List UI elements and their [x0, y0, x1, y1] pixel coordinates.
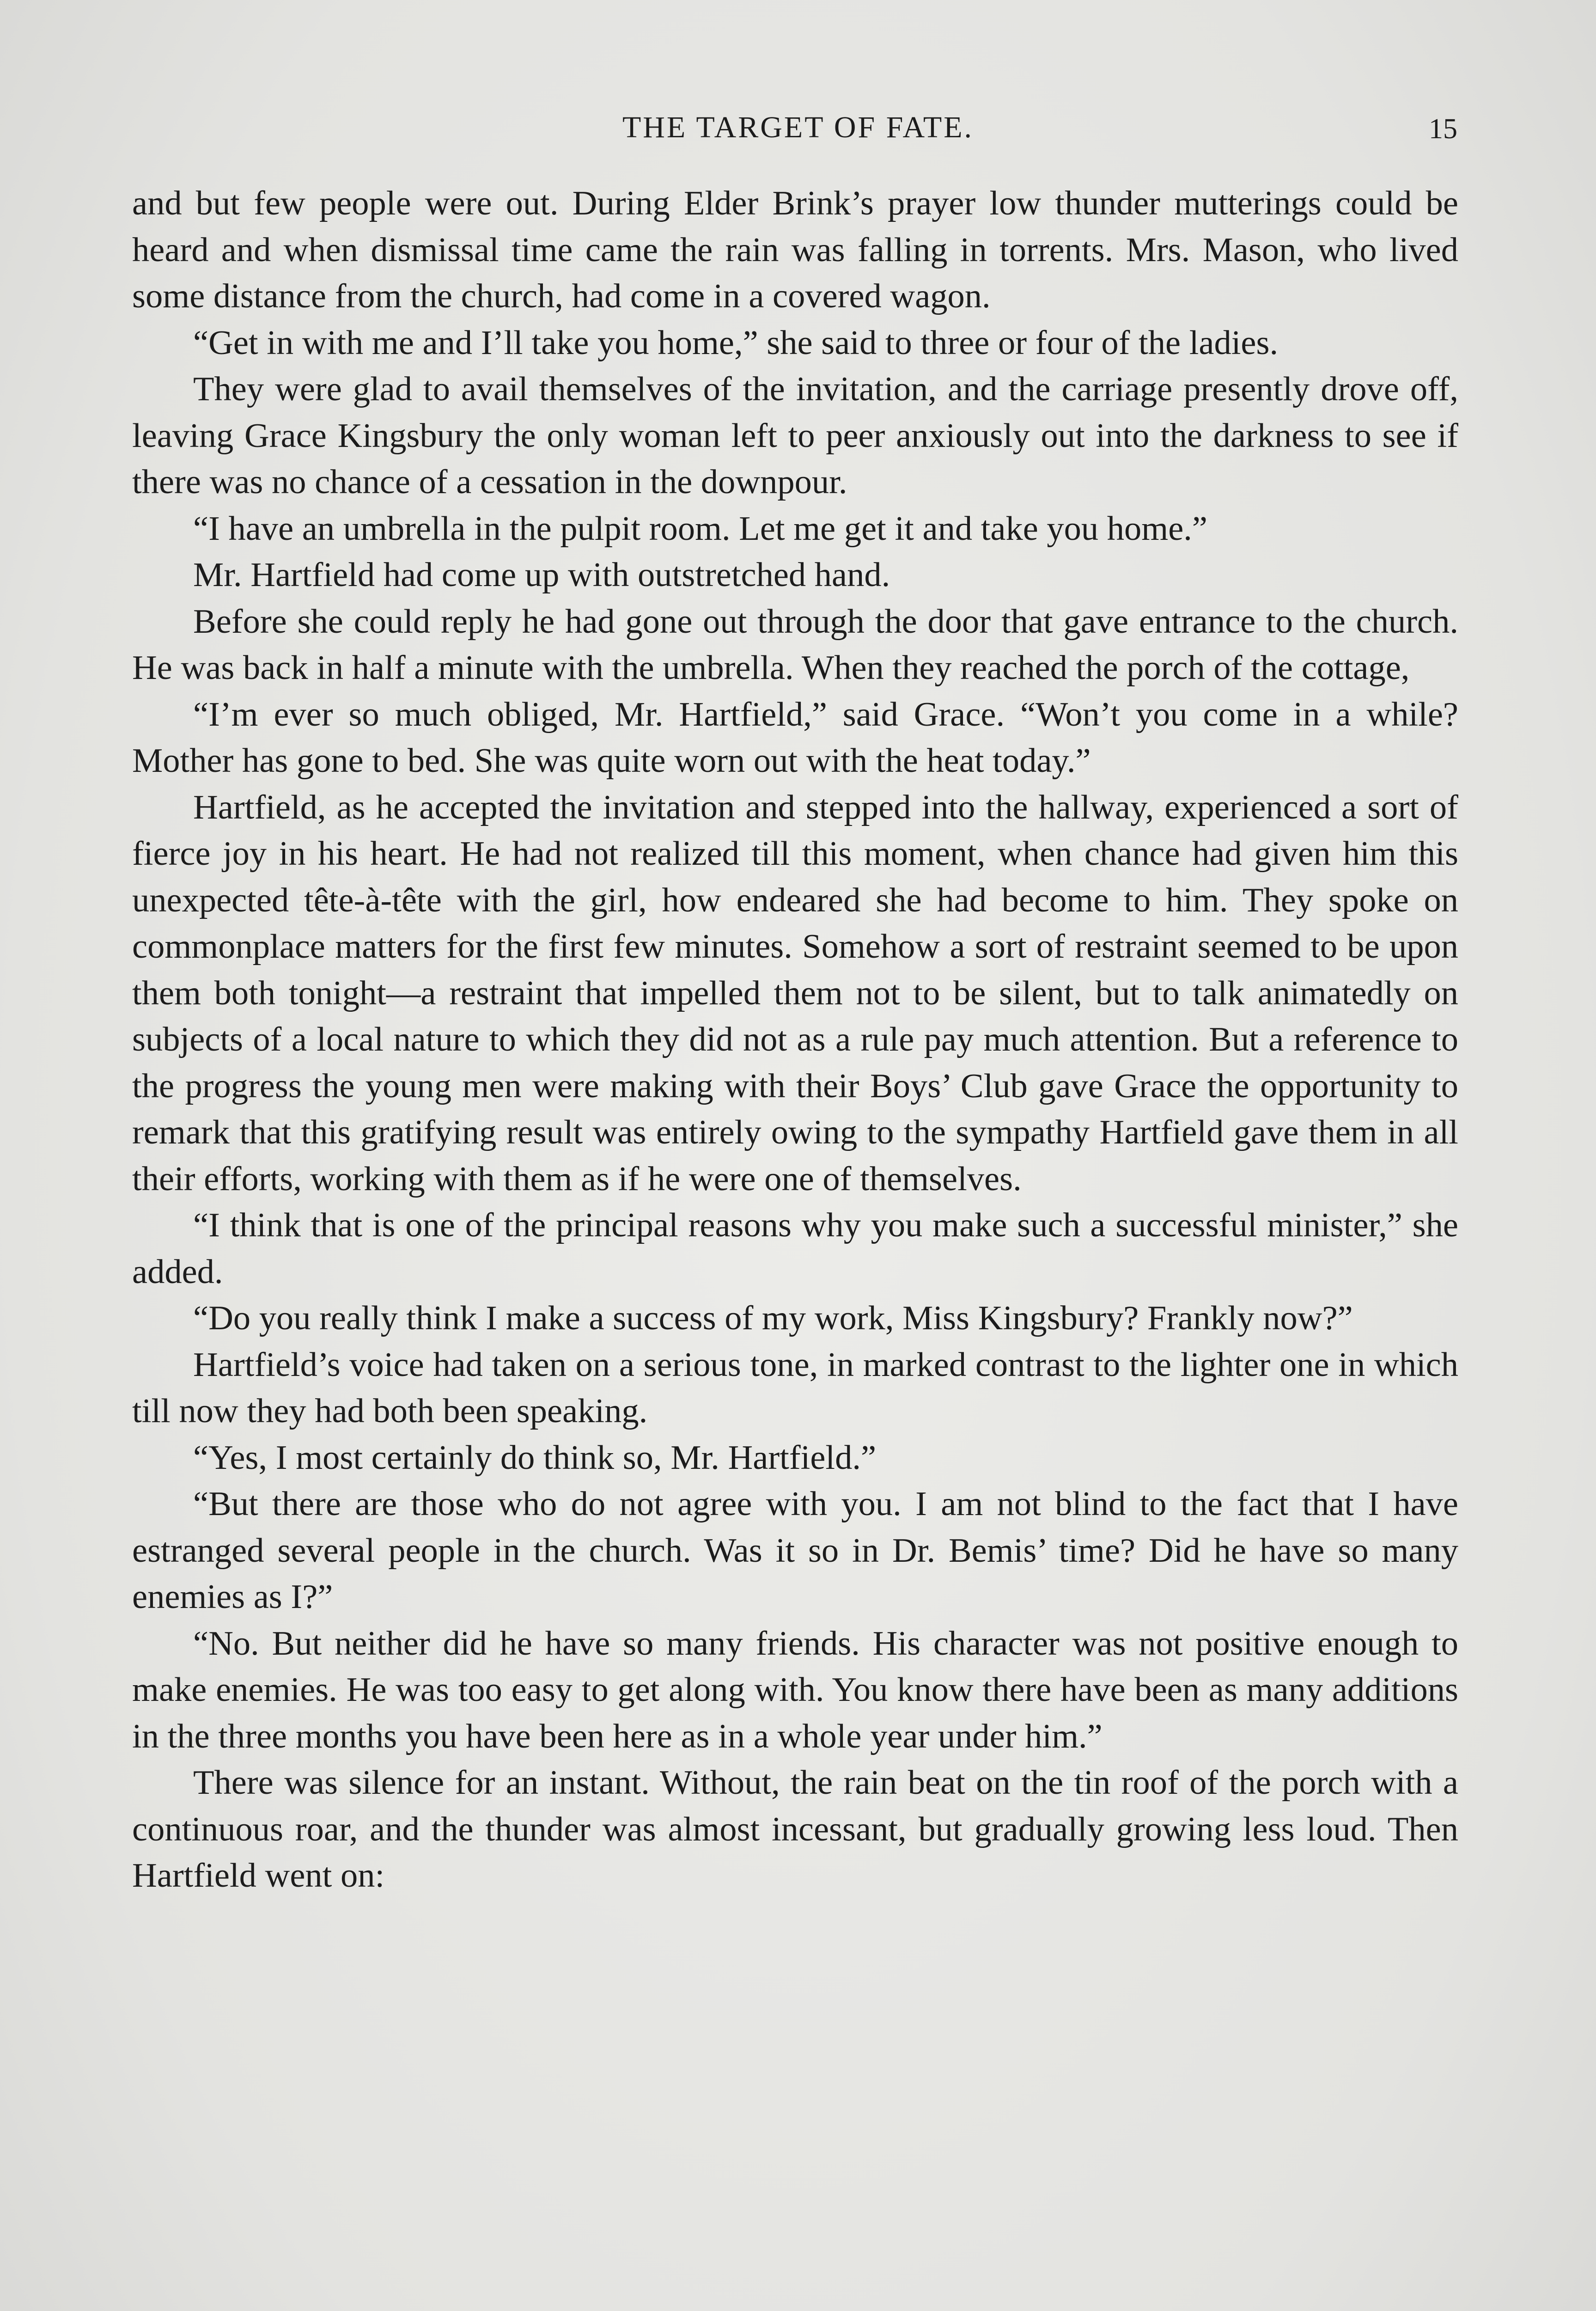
paragraph: “Do you really think I make a success of my work, Miss Kingsbury? Frankly now?”: [193, 1299, 1353, 1337]
running-title: THE TARGET OF FATE.: [622, 110, 974, 144]
paragraph: and but few people were out. During Elder Brink’s prayer low thunder mutterings could be heard and when dismissal time came the rain was falling in torrents. Mrs. Mason, who lived some distance from the church, had come in a covered wagon.: [132, 184, 1458, 315]
page-body: [132, 180, 1458, 1899]
paragraph: There was silence for an instant. Without, the rain beat on the tin roof of the porch with a continuous roar, and the thunder was almost incessant, but gradually growing less loud. Then Hartfield went on:: [132, 1764, 1458, 1895]
page-header: [0, 110, 1596, 156]
paragraph: Hartfield’s voice had taken on a serious tone, in marked contrast to the lighter one in which till now they had both been speaking.: [132, 1345, 1458, 1430]
paragraph: “Yes, I most certainly do think so, Mr. Hartfield.”: [193, 1438, 877, 1477]
paragraph: “No. But neither did he have so many friends. His character was not positive enough to make enemies. He was too easy to get along with. You know there have been as many additions in the three months you have been here as in a whole year under him.”: [132, 1624, 1458, 1755]
page-number: 15: [1429, 113, 1457, 145]
paragraph: Mr. Hartfield had come up with outstretched hand.: [193, 556, 890, 594]
paragraph: Hartfield, as he accepted the invitation and stepped into the hallway, experienced a sort of fierce joy in his heart. He had not realized till this moment, when chance had given him this unexpected tête-à-tête with the girl, how endeared she had become to him. They spoke on commonplace matters for the first few minutes. Somehow a sort of restraint seemed to be upon them both tonight—a restraint that impelled them not to be silent, but to talk animatedly on subjects of a local nature to which they did not as a rule pay much attention. But a reference to the progress the young men were making with their Boys’ Club gave Grace the opportunity to remark that this gratifying result was entirely owing to the sympathy Hartfield gave them in all their efforts, working with them as if he were one of themselves.: [132, 788, 1458, 1198]
paragraph: “Get in with me and I’ll take you home,” she said to three or four of the ladies.: [193, 324, 1279, 362]
paragraph: “I have an umbrella in the pulpit room. Let me get it and take you home.”: [193, 509, 1207, 548]
paragraph: “I’m ever so much obliged, Mr. Hartfield,” said Grace. “Won’t you come in a while? Mother has gone to bed. She was quite worn out with the heat today.”: [132, 695, 1458, 780]
paragraph: “But there are those who do not agree with you. I am not blind to the fact that I have estranged several people in the church. Was it so in Dr. Bemis’ time? Did he have so many enemies as I?”: [132, 1485, 1458, 1616]
paragraph: They were glad to avail themselves of the invitation, and the carriage presently drove off, leaving Grace Kingsbury the only woman left to peer anxiously out into the darkness to see if there was no chance of a cessation in the downpour.: [132, 370, 1458, 501]
paragraph: “I think that is one of the principal reasons why you make such a successful minister,” she added.: [132, 1206, 1458, 1291]
paragraph: Before she could reply he had gone out through the door that gave entrance to the church. He was back in half a minute with the umbrella. When they reached the porch of the cottage,: [132, 602, 1458, 687]
